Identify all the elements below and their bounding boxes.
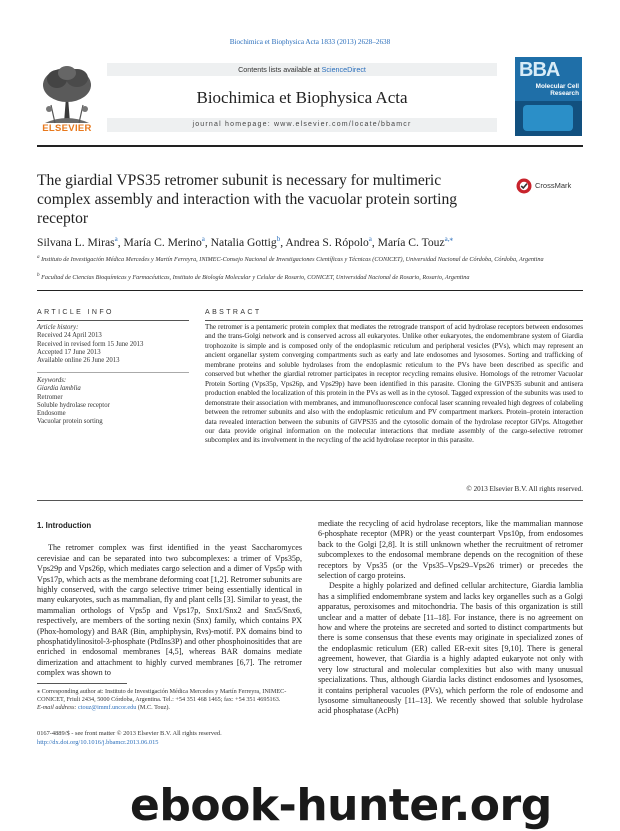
affiliation (37, 271, 583, 282)
affiliation-text: Instituto de Investigación Médica Mercedes y Martín Ferreyra, INIMEC-Consejo Nacional de Investigaciones Científicas y Técnicas (CONICET), Universidad Nacional de Córdoba, Córdoba, Argentina (41, 256, 544, 264)
journal-cover-image (515, 57, 582, 136)
cover-subtitle-line-1: Molecular Cell (535, 83, 579, 90)
homepage-prefix: journal homepage: (192, 121, 274, 128)
journal-banner (107, 63, 497, 133)
watermark: ebook-hunter.org (130, 780, 552, 831)
author: Natalia Gottig (210, 235, 277, 249)
history-item: Available online 26 June 2013 (37, 357, 120, 365)
crossmark-icon (516, 178, 532, 194)
affiliation (37, 253, 583, 264)
cover-illustration (523, 105, 573, 131)
front-matter-text: 0167-4889/$ - see front matter © 2013 Elsevier B.V. All rights reserved. (37, 730, 222, 737)
keywords (37, 377, 192, 427)
footnote-rule (37, 683, 127, 684)
keywords-rule (37, 372, 189, 373)
article-history (37, 324, 192, 365)
author: María C. Merino (123, 235, 202, 249)
keyword: Endosome (37, 410, 66, 418)
author: Andrea S. Rópolo (285, 235, 369, 249)
paragraph: The retromer complex was first identified in the yeast Saccharomyces cerevisiae and can be separated into two subcomplexes: a trimer of Vps35p, Vps29p and Vps26p, which mediates cargo selection and a dimer of Vps5p with Vps17p, which acts as the membrane deforming coat [1,2]. Retromer subunits are highly conserved, with the cargo selective trimer being essentially identical in many eukaryotes, such as mammalian, fly and plant cells [3]. Similar to yeast, the mammalian orthologs of Vps5p and Vps17p, Snx1/Snx2 and Snx5/Snx6, respectively, are members of the sorting nexin (Snx) family, which contains PX (Phox-homology) and BAR (Bin, amphiphysin, Rvs)-motif. PX domains bind to phosphatidylinositol-3-phosphate (PtdIns3P) and other phosphoinositides that are enriched in endosomal membranes [4,5], whereas BAR domains mediate dimerization and attachment to highly curved membranes [6,7]. The retromer complex was shown to (37, 543, 302, 678)
crossmark-label: CrossMark (535, 181, 572, 190)
abstract-end-rule (37, 500, 583, 501)
abstract-body: The retromer is a pentameric protein complex that mediates the retrograde transport of acid hydrolase receptors between endosomes and the trans-Golgi network and is conserved across all eukaryotes. Unlike other eukaryotes, the endomembrane system of Giardia trophozoite is simple and is composed only of the endoplasmic reticulum and peripheral vesicles (PVs), which may represent an ancient organellar system converging compartments such as early and late endosomes and lysosomes. Sorting and trafficking of membrane proteins and soluble hydrolases from the endoplasmic reticulum to the PVs have been described as specific and conserved but whether the giardial retromer participates in receptor recycling remains elusive. Homologs of the retromer Vacuolar Protein Sorting (Vps35p, Vps26p, and Vps29p) have been identified in this parasite. Cloning the GlVPS35 subunit and antisera production enabled the localization of this protein in the PVs as well as in the cytosol. Tagged expression of the subunits was used to demonstrate their association with membranes, and immunofluorescence confocal laser scanning revealed high degrees of colabeling between the retromer subunits and also with the endoplasmic reticulum and PV compartment markers. Protein–protein interaction data revealed interaction between the subunits of GlVPS35 and the cytosolic domain of the hydrolase receptor GlVps. Altogether our data provide original information on the molecular interactions that mediate assembly of the cargo-selective retromer subcomplex and its involvement in the recycling of the acid hydrolase receptor in this parasite. (205, 323, 583, 445)
affiliation-marker: a (37, 254, 40, 260)
author: María C. Touz (377, 235, 445, 249)
homepage-bar (107, 118, 497, 132)
abstract-copyright: © 2013 Elsevier B.V. All rights reserved. (466, 485, 583, 493)
history-item: Accepted 17 June 2013 (37, 348, 101, 356)
journal-masthead (37, 57, 582, 136)
author-affiliation-marker[interactable]: a (368, 235, 372, 243)
email-label: E-mail address: (37, 704, 77, 711)
paragraph: Despite a highly polarized and defined cellular architecture, Giardia lamblia has a simplified endomembrane system and lacks key organelles such as a Golgi apparatus, peroxisomes and mitochondria. The basis of this organization is still unclear and a matter of debate [11–18]. For instance, there is no agreement on how and where the proteins are secreted and sorted to distinct compartments but there is some consensus that these events may originate in specialized zones of the endoplasmic reticulum (ER) called ER-exit sites [9,10]. There is general agreement, however, that Giardia is a highly adapted eukaryote not only with very low structural and molecular complexities but also with many unusual specializations. Thus, although Giardia lacks distinct endosomes and lysosomes, it contains peripheral vacuoles (PVs), which perform the role of endosome and lysosome simultaneously [11–13]. We recently showed that soluble hydrolase acid phosphatase (AcPh) (318, 581, 583, 716)
cover-subtitle-line-2: Research (550, 90, 579, 97)
body-column-right (318, 519, 583, 717)
cover-subtitle (519, 83, 579, 97)
elsevier-wordmark: ELSEVIER (42, 123, 92, 134)
author: Silvana L. Miras (37, 235, 115, 249)
crossmark-badge[interactable] (516, 177, 586, 195)
contents-prefix: Contents lists available at (238, 65, 322, 74)
email-link[interactable]: ctouz@immf.uncor.edu (78, 704, 137, 711)
front-matter-info (37, 730, 302, 747)
doi-link[interactable]: http://dx.doi.org/10.1016/j.bbamcr.2013.06.015 (37, 738, 159, 746)
paragraph: mediate the recycling of acid hydrolase receptors, like the mammalian mannose 6-phosphate receptor (MPR) or the yeast counterpart Vps10p, from endosomes back to the Golgi [2,8]. It is still unknown whether the recruitment of retromer subcomplexes to the endosomal membrane depends on the recognition of these receptors by Vps35 (or the Vps35–Vps29–Vps26 trimer) or precedes the selection of cargo proteins. (318, 519, 583, 581)
keyword: Vacuolar protein sorting (37, 418, 103, 426)
section-heading: 1. Introduction (37, 521, 92, 530)
article-info-rule (37, 320, 189, 321)
journal-title: Biochimica et Biophysica Acta (196, 88, 408, 107)
article-info-heading: ARTICLE INFO (37, 309, 114, 316)
corresponding-author-note (37, 688, 302, 712)
masthead-divider (37, 145, 583, 147)
author-affiliation-marker[interactable]: b (276, 235, 281, 243)
keyword: Soluble hydrolase receptor (37, 401, 110, 409)
affiliation-text: Facultad de Ciencias Bioquímicas y Farmacéuticas, Instituto de Biología Molecular y Celular de Rosario, CONICET, Universidad Nacional de Rosario, Rosario, Argentina (41, 274, 470, 282)
journal-reference[interactable]: Biochimica et Biophysica Acta 1833 (2013) 2628–2638 (229, 38, 391, 46)
affiliation-marker: b (37, 272, 40, 278)
body-column-left (37, 521, 302, 679)
author-list: Silvana L. Miras$^a$, María C. Merino$^a$, Natalia Gottig$^b$, Andrea S. Rópolo$^a$, María C. Touz$^{a,⁎}$ (37, 235, 453, 249)
history-item: Received 24 April 2013 (37, 332, 102, 340)
article-title: The giardial VPS35 retromer subunit is necessary for multimeric complex assembly and interaction with the vacuolar protein sorting receptor (37, 172, 458, 227)
abstract-rule (205, 320, 583, 321)
sciencedirect-link[interactable]: ScienceDirect (321, 65, 366, 74)
author-affiliation-marker[interactable]: a (114, 235, 118, 243)
email-suffix: (M.C. Touz). (137, 704, 170, 711)
elsevier-tree-logo (37, 59, 97, 133)
corresponding-text: ⁎ Corresponding author at: Instituto de Investigación Médica Mercedes y Martín Ferreyra, INIMEC-CONICET, Friuli 2434, 5000 Córdoba, Argentina. Tel.: +54 351 468 1465; fax: +54 351 4695163. (37, 688, 287, 703)
history-item: Received in revised form 15 June 2013 (37, 340, 144, 348)
homepage-link[interactable]: www.elsevier.com/locate/bbamcr (273, 121, 412, 128)
abstract-heading: ABSTRACT (205, 309, 262, 316)
keywords-label: Keywords: (37, 377, 67, 384)
history-label: Article history: (37, 324, 79, 331)
contents-bar (107, 63, 497, 76)
author-affiliation-marker[interactable]: a (201, 235, 205, 243)
cover-title: BBA (519, 59, 560, 81)
keyword: Retromer (37, 393, 63, 401)
affiliation-divider (37, 290, 583, 291)
keyword: Giardia lamblia (37, 385, 81, 393)
author-affiliation-marker[interactable]: a,⁎ (444, 235, 453, 243)
